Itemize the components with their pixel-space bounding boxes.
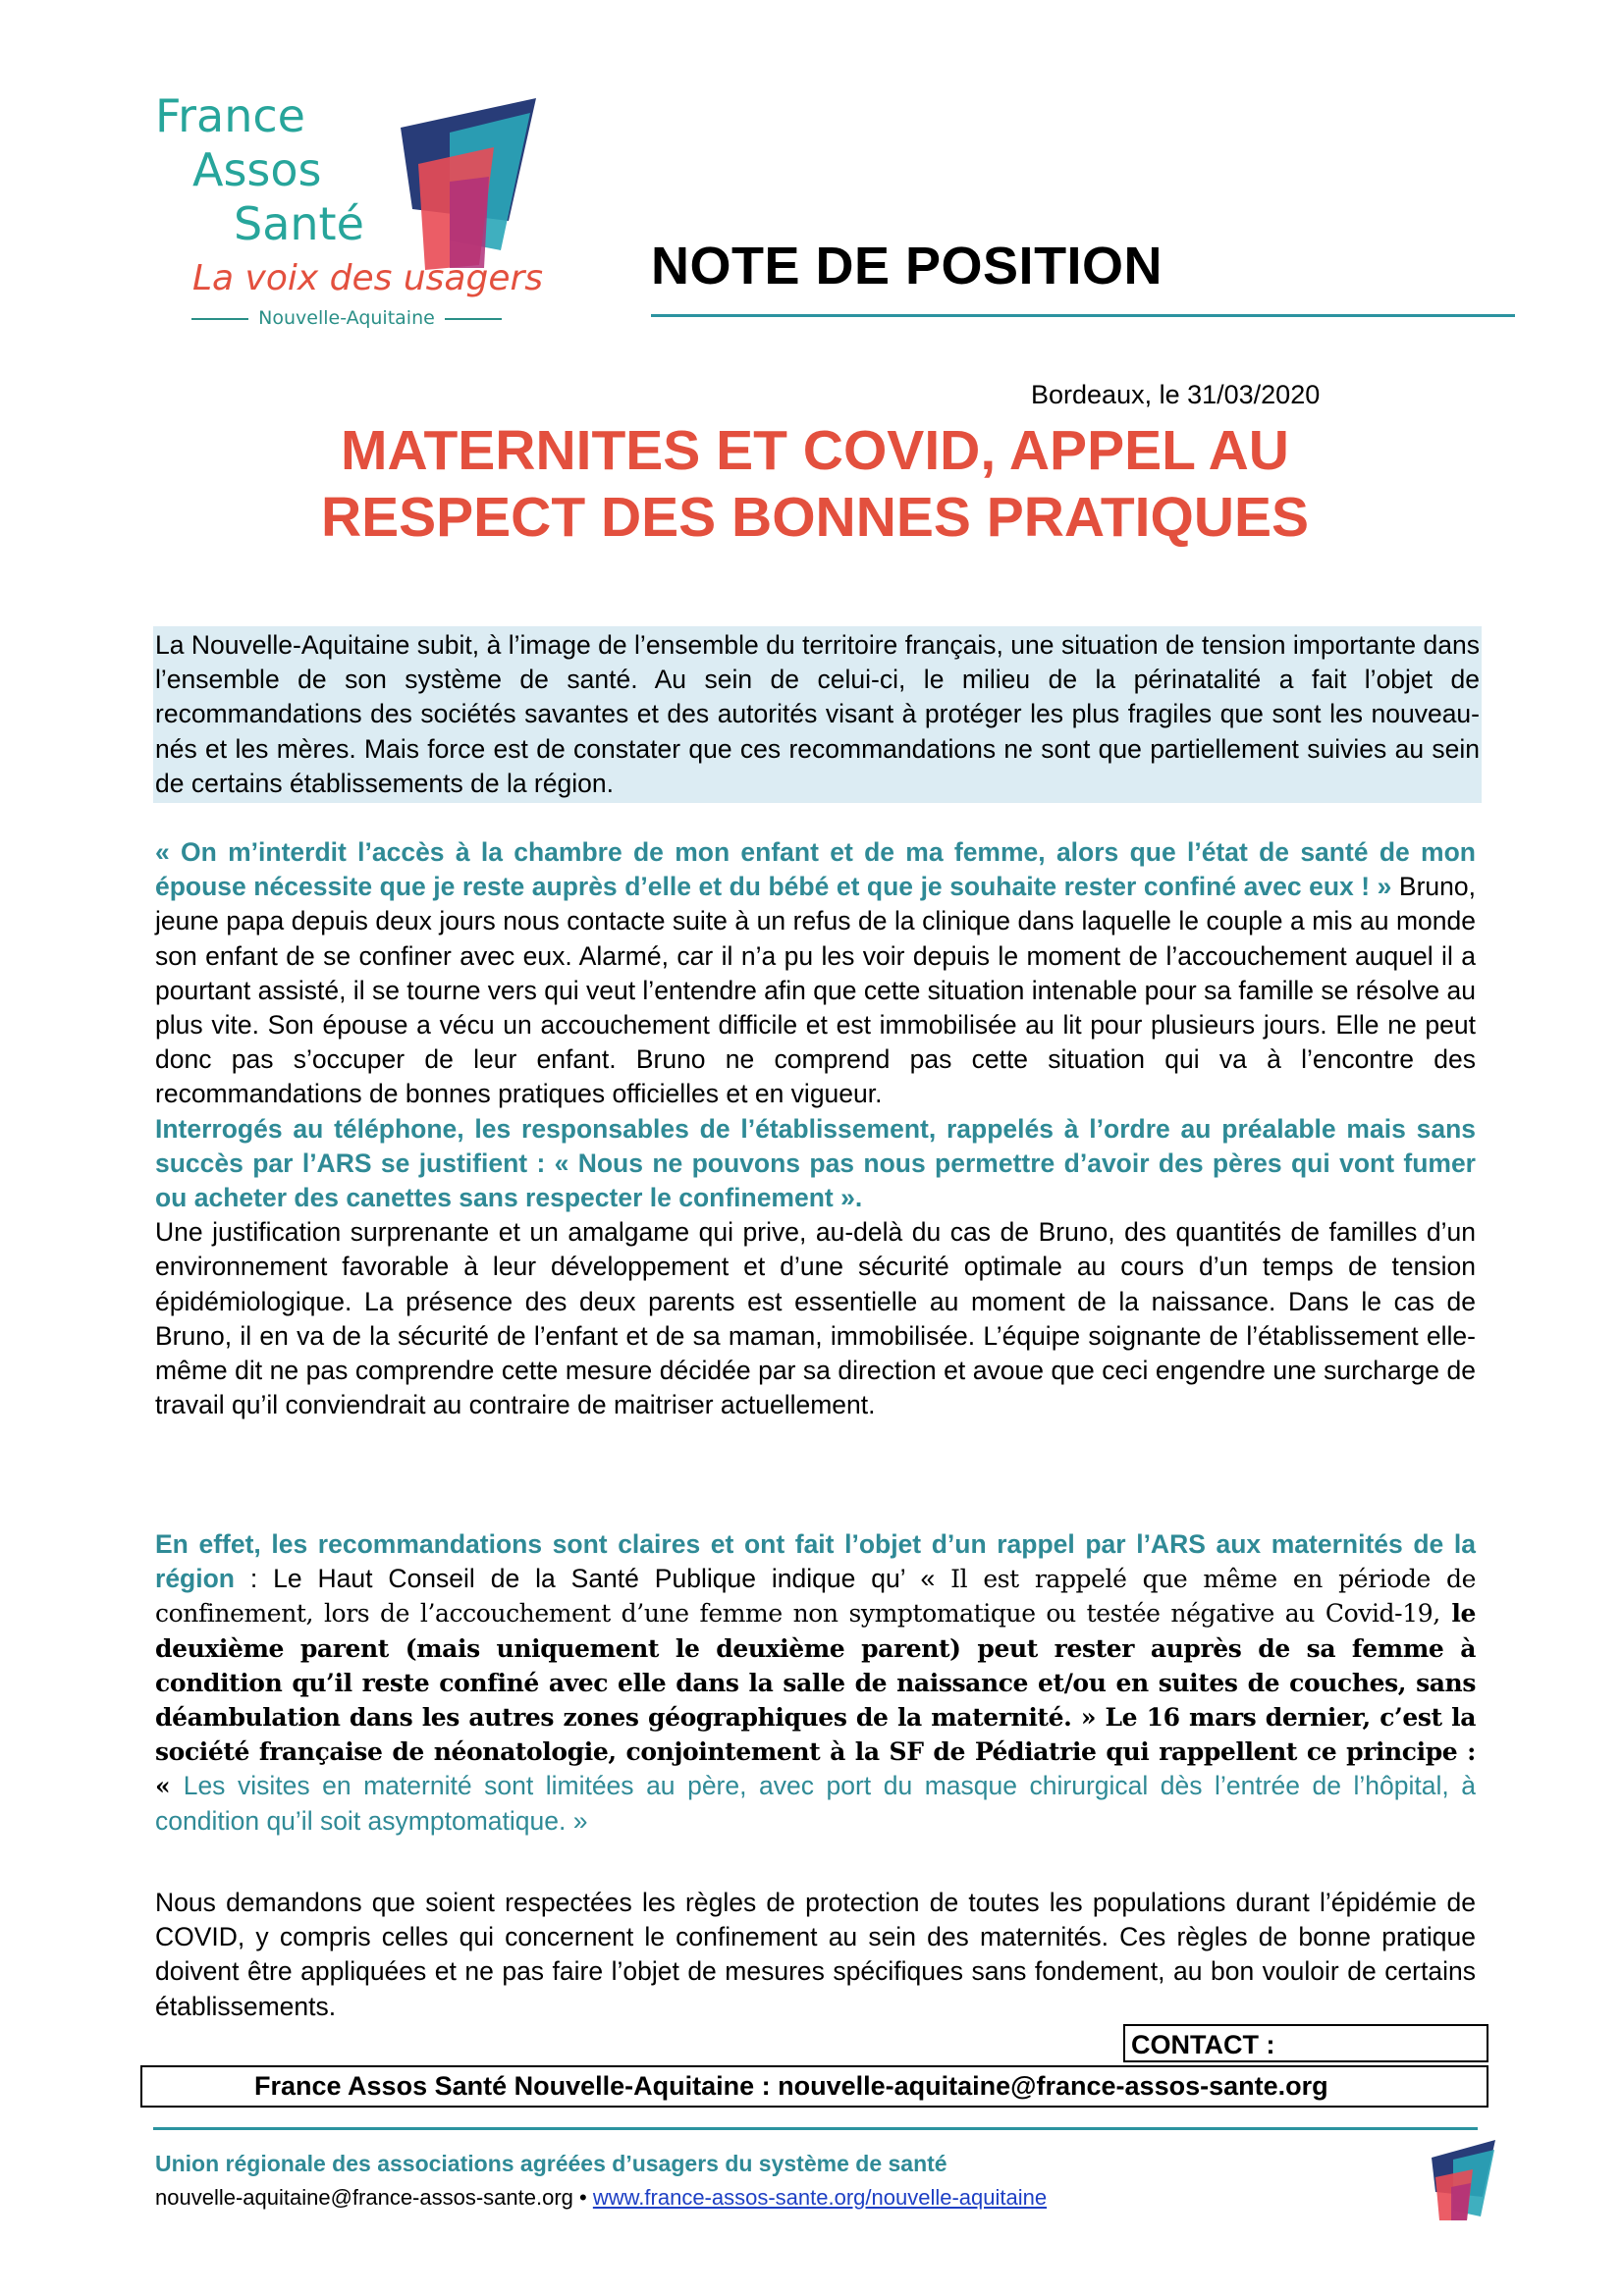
header-divider	[651, 314, 1515, 317]
justification-text: Une justification surprenante et un amalgame qui prive, au-delà du cas de Bruno, des quantités de familles d’un environnement favorable à leur développement et d’une sécurité optimale au cours d’un temps de tension épidémiologique. La présence des deux parents est essentielle au moment de la naissance. Dans le cas de Bruno, il en va de la sécurité de l’enfant et de sa maman, immobilisée. L’équipe soignante de l’établissement elle-même dit ne pas comprendre cette mesure décidée par sa direction et avoue que ceci engendre une surcharge de travail qu’il conviendrait au contraire de maitriser actuellement.	[155, 1217, 1476, 1420]
title-line-1: MATERNITES ET COVID, APPEL AU	[341, 419, 1289, 482]
footer-organization: Union régionale des associations agréées d’usagers du système de santé	[155, 2151, 947, 2176]
footer-website-link[interactable]: www.france-assos-sante.org/nouvelle-aquitaine	[592, 2185, 1048, 2210]
logo-region: Nouvelle-Aquitaine	[155, 307, 538, 329]
contact-line: France Assos Santé Nouvelle-Aquitaine : nouvelle-aquitaine@france-assos-sante.org	[140, 2065, 1488, 2108]
france-assos-sante-logo	[155, 89, 548, 339]
testimony-paragraph	[155, 835, 1476, 1422]
establishment-quote: Interrogés au téléphone, les responsables de l’établissement, rappelés à l’ordre au préalable mais sans succès par l’ARS se justifient : « Nous ne pouvons pas nous permettre d’avoir des pères qui vont fumer ou acheter des canettes sans respecter le confinement ».	[155, 1113, 1476, 1213]
demand-paragraph: Nous demandons que soient respectées les règles de protection de toutes les populations durant l’épidémie de COVID, y compris celles qui concernent le confinement au sein des maternités. Ces règles de bonne pratique doivent être appliquées et ne pas faire l’objet de mesures spécifiques sans fondement, au bon vouloir de certains établissements.	[155, 1888, 1476, 2021]
recommendations-mid: : Le Haut Conseil de la Santé Publique indique qu’ «	[234, 1564, 951, 1594]
hcsp-quote-bold: le deuxième parent (mais uniquement le deuxième parent) peut rester auprès de sa femme à condition qu’il reste confiné avec elle dans la salle de naissance et/ou en suites de couches, sans déambulation dans les autres zones géographiques de la maternité. » Le 16 mars dernier, c’est la société française de néonatologie, conjointement à la SF de Pédiatrie qui rappellent ce principe : «	[155, 1599, 1476, 1801]
footer-divider	[153, 2127, 1478, 2130]
testimony-quote: « On m’interdit l’accès à la chambre de mon enfant et de ma femme, alors que l’état de santé de mon épouse nécessite que je reste auprès d’elle et du bébé et que je souhaite rester confiné avec eux ! »	[155, 837, 1476, 902]
logo-tagline: La voix des usagers	[192, 258, 544, 298]
footer-contact	[155, 2185, 1047, 2211]
footer-separator: •	[572, 2185, 593, 2210]
hcsp-quote: Il est rappelé que même en période de confinement, lors de l’accouchement d’une femme non symptomatique ou testée négative au Covid-19,	[155, 1565, 1476, 1629]
footer-logo-icon	[1422, 2138, 1500, 2221]
recommendations-paragraph	[155, 1527, 1476, 1839]
note-title: NOTE DE POSITION	[651, 237, 1163, 295]
sfn-quote: Les visites en maternité sont limitées au père, avec port du masque chirurgical dès l’entrée de l’hôpital, à condition qu’il soit asymptomatique. »	[155, 1771, 1476, 1836]
recommendations-lead: En effet, les recommandations sont claires et ont fait l’objet d’un rappel par l’ARS aux maternités de la région	[155, 1529, 1476, 1594]
date-line: Bordeaux, le 31/03/2020	[1031, 380, 1321, 409]
footer-email: nouvelle-aquitaine@france-assos-sante.org	[155, 2185, 573, 2210]
page-title	[157, 417, 1473, 551]
intro-paragraph: La Nouvelle-Aquitaine subit, à l’image de l’ensemble du territoire français, une situation de tension importante dans l’ensemble de son système de santé. Au sein de celui-ci, le milieu de la périnatalité a fait l’objet de recommandations des sociétés savantes et des autorités visant à protéger les plus fragiles que sont les nouveau-nés et les mères. Mais force est de constater que ces recommandations ne sont que partiellement suivies au sein de certains établissements de la région.	[153, 626, 1482, 803]
logo-word-sante: Santé	[234, 197, 364, 250]
logo-word-assos: Assos	[192, 143, 322, 196]
title-line-2: RESPECT DES BONNES PRATIQUES	[320, 486, 1310, 549]
testimony-text: Bruno, jeune papa depuis deux jours nous contacte suite à un refus de la clinique dans laquelle le couple a mis au monde son enfant de se confiner avec eux. Alarmé, car il n’a pu les voir depuis le moment de l’accouchement auquel il a pourtant assisté, il se tourne vers qui veut l’entendre afin que cette situation intenable pour sa famille se résolve au plus vite. Son épouse a vécu un accouchement difficile et est immobilisée au lit pour plusieurs jours. Elle ne peut donc pas s’occuper de leur enfant. Bruno ne comprend pas cette situation qui va à l’encontre des recommandations de bonnes pratiques officielles et en vigueur.	[155, 872, 1476, 1109]
logo-word-france: France	[155, 89, 305, 142]
contact-label: CONTACT :	[1123, 2024, 1488, 2062]
